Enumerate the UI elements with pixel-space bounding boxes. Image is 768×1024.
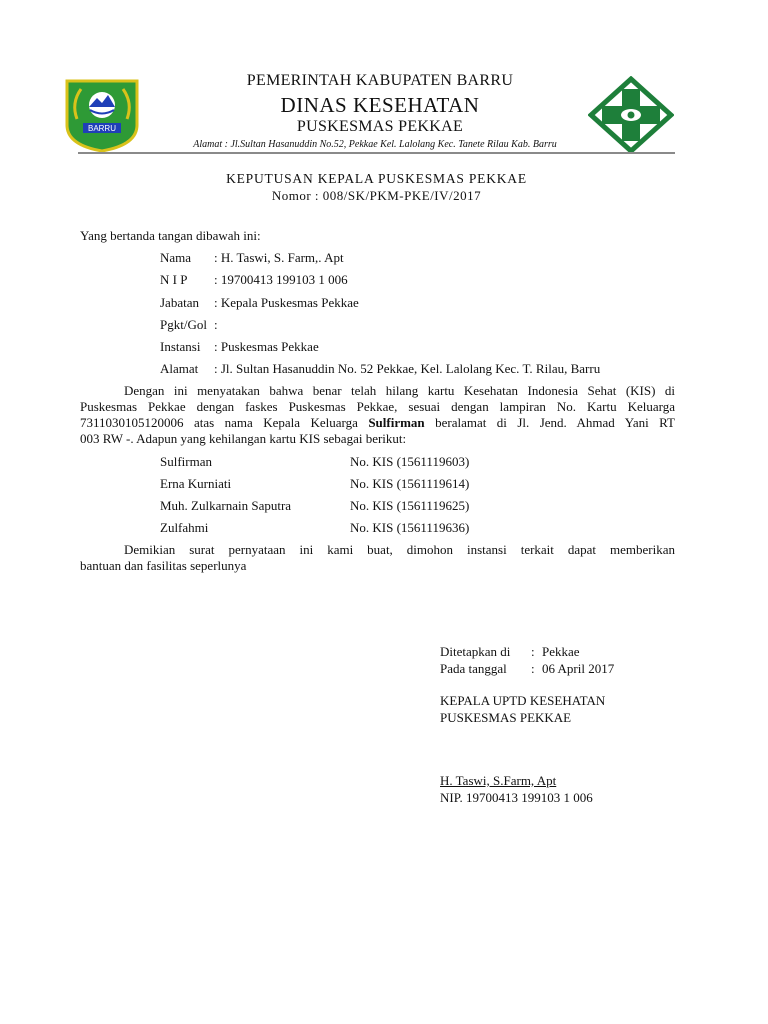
header-department: DINAS KESEHATAN bbox=[280, 93, 480, 117]
field-label-alamat: Alamat bbox=[160, 361, 199, 376]
field-label-pangkat: Pgkt/Gol bbox=[160, 317, 207, 332]
kis-list-number: No. KIS (1561119614) bbox=[350, 476, 470, 491]
paragraph2-line1 bbox=[80, 541, 675, 558]
kis-list-name: Erna Kurniati bbox=[160, 476, 232, 491]
header-address: Alamat : Jl.Sultan Hasanuddin No.52, Pekkae Kel. Lalolang Kec. Tanete Rilau Kab. Barru bbox=[193, 139, 557, 150]
signatory-nip: NIP. 19700413 199103 1 006 bbox=[440, 790, 593, 805]
signature-date-colon: : bbox=[531, 661, 535, 676]
barru-logo-text: BARRU bbox=[87, 124, 117, 133]
field-value-jabatan: : Kepala Puskesmas Pekkae bbox=[214, 295, 359, 310]
paragraph1-line1-text: Dengan ini menyatakan bahwa benar telah hilang kartu Kesehatan Indonesia Sehat (KIS) di bbox=[124, 383, 675, 398]
field-label-nama: Nama bbox=[160, 250, 192, 265]
field-label-instansi: Instansi bbox=[160, 339, 201, 354]
head-of-family-name: Sulfirman bbox=[368, 415, 425, 430]
kis-list-number: No. KIS (1561119625) bbox=[350, 498, 470, 513]
field-label-nip: N I P bbox=[160, 272, 188, 287]
field-value-nama: : H. Taswi, S. Farm,. Apt bbox=[214, 250, 344, 265]
paragraph2-line2: bantuan dan fasilitas seperlunya bbox=[80, 558, 247, 573]
signature-position-line2: PUSKESMAS PEKKAE bbox=[440, 710, 572, 725]
field-value-pangkat: : bbox=[214, 317, 218, 332]
paragraph2-line1-text: Demikian surat pernyataan ini kami buat, dimohon instansi terkait dapat memberikan bbox=[124, 542, 675, 557]
kis-list-number: No. KIS (1561119636) bbox=[350, 520, 470, 535]
kk-address-text: beralamat di Jl. Jend. Ahmad Yani RT bbox=[424, 415, 675, 430]
barru-regency-logo bbox=[63, 79, 141, 153]
paragraph1-line2: Puskesmas Pekkae dengan faskes Puskesmas Pekkae, sesuai dengan lampiran No. Kartu Keluarga bbox=[80, 399, 675, 414]
signature-place-value: Pekkae bbox=[542, 644, 580, 659]
field-value-instansi: : Puskesmas Pekkae bbox=[214, 339, 319, 354]
field-value-alamat: : Jl. Sultan Hasanuddin No. 52 Pekkae, Kel. Lalolang Kec. T. Rilau, Barru bbox=[214, 361, 601, 376]
signatory-name: H. Taswi, S.Farm, Apt bbox=[440, 773, 557, 788]
paragraph1-line1 bbox=[80, 382, 675, 399]
field-value-nip: : 19700413 199103 1 006 bbox=[214, 272, 348, 287]
document-number: Nomor : 008/SK/PKM-PKE/IV/2017 bbox=[271, 188, 482, 203]
paragraph1-line4: 003 RW -. Adapun yang kehilangan kartu KIS sebagai berikut: bbox=[80, 431, 407, 446]
signature-date-label: Pada tanggal bbox=[440, 661, 507, 676]
kis-list-name: Sulfirman bbox=[160, 454, 212, 469]
signature-place-label: Ditetapkan di bbox=[440, 644, 511, 659]
intro-text: Yang bertanda tangan dibawah ini: bbox=[80, 228, 261, 243]
signature-place-colon: : bbox=[531, 644, 535, 659]
header-puskesmas: PUSKESMAS PEKKAE bbox=[296, 118, 464, 135]
document-title: KEPUTUSAN KEPALA PUSKESMAS PEKKAE bbox=[226, 171, 527, 186]
signature-date-value: 06 April 2017 bbox=[542, 661, 615, 676]
kis-list-name: Muh. Zulkarnain Saputra bbox=[160, 498, 292, 513]
kis-list-name: Zulfahmi bbox=[160, 520, 209, 535]
header-divider bbox=[78, 152, 675, 154]
kk-number-text: 7311030105120006 atas nama Kepala Keluarga bbox=[80, 415, 369, 430]
header-government: PEMERINTAH KABUPATEN BARRU bbox=[246, 72, 514, 89]
kis-list-number: No. KIS (1561119603) bbox=[350, 454, 470, 469]
paragraph1-line3 bbox=[80, 414, 675, 431]
field-label-jabatan: Jabatan bbox=[160, 295, 199, 310]
signature-position-line1: KEPALA UPTD KESEHATAN bbox=[440, 693, 606, 708]
